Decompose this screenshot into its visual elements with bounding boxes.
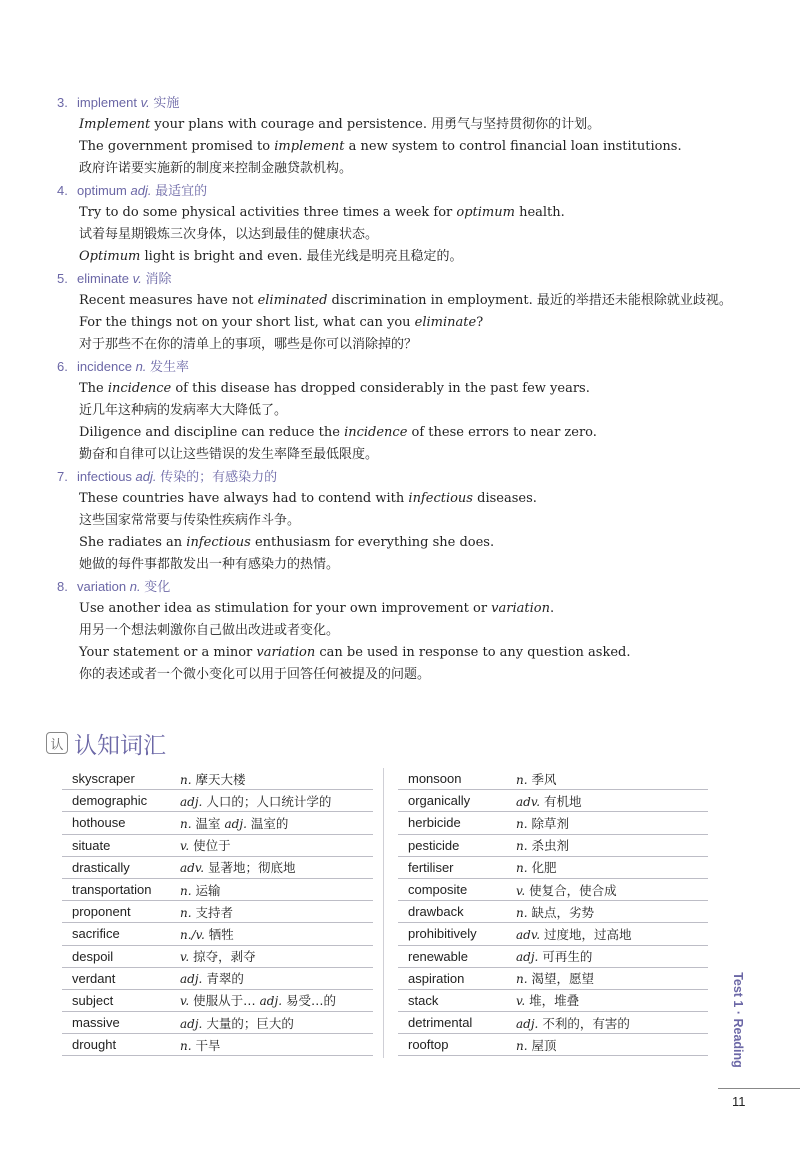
entry-head — [57, 92, 737, 114]
vocab-definition — [516, 969, 594, 987]
entry — [57, 466, 737, 576]
vocab-row — [62, 968, 373, 990]
sentence-text: . — [549, 601, 555, 616]
keyword: eliminate — [414, 315, 477, 330]
vocab-definition — [180, 947, 256, 965]
vocab-pos: adv. — [516, 794, 541, 809]
vocab-definition — [180, 1036, 221, 1054]
entry-number: 7. — [57, 469, 68, 484]
vocab-meaning: 季风 — [531, 771, 557, 787]
vocab-meaning: 温室 — [195, 815, 225, 831]
vocab-word: hothouse — [72, 815, 126, 831]
vocab-meaning: 使复合，使合成 — [529, 882, 617, 898]
vocab-row — [62, 946, 373, 968]
example-sentence — [79, 158, 737, 180]
vocab-word: transportation — [72, 882, 152, 898]
entry-pos: v. — [132, 271, 142, 286]
vocab-row — [62, 1034, 373, 1056]
vocab-pos: adv. — [180, 861, 205, 876]
page-number: 11 — [732, 1094, 746, 1109]
vocab-pos: n. — [180, 883, 192, 898]
vocab-row — [398, 812, 708, 834]
example-sentence — [79, 664, 737, 686]
footer-rule — [718, 1088, 800, 1089]
vocab-word: demographic — [72, 793, 148, 809]
vocab-definition — [516, 925, 632, 943]
sentence-text: For the things not on your short list, what can you — [79, 315, 415, 330]
entry-gloss: 发生率 — [150, 359, 190, 374]
vocab-pos: n. — [516, 972, 528, 987]
vocab-row — [398, 946, 708, 968]
example-sentence — [79, 532, 737, 554]
vocab-definition — [516, 991, 579, 1009]
vocab-word: drought — [72, 1037, 117, 1053]
vocab-meaning: 人口的；人口统计学的 — [206, 793, 332, 809]
vocab-definition — [180, 903, 233, 921]
vocab-table-right — [398, 768, 708, 1056]
sentence-text: Diligence and discipline can reduce the — [79, 425, 345, 440]
vocab-meaning: 掠夺，剥夺 — [193, 949, 256, 965]
example-sentence — [79, 444, 737, 466]
sentence-text: 用另一个想法刺激你自己做出改进或者变化。 — [79, 623, 340, 638]
vocab-meaning: 杀虫剂 — [531, 838, 570, 854]
vocab-word: organically — [408, 793, 471, 809]
sentence-text: 勤奋和自律可以让这些错误的发生率降至最低限度。 — [79, 447, 379, 462]
entry-gloss: 实施 — [153, 95, 180, 110]
vocab-pos: n. — [180, 1038, 192, 1053]
vocab-meaning: 易受…的 — [286, 993, 337, 1009]
vocab-row — [62, 812, 373, 834]
keyword: Optimum — [79, 249, 141, 264]
vocab-word: skyscraper — [72, 771, 135, 787]
vocab-definition — [516, 858, 557, 876]
entry-number: 8. — [57, 579, 68, 594]
vocab-row — [398, 857, 708, 879]
entry-gloss: 变化 — [144, 579, 171, 594]
vocab-meaning: 支持者 — [195, 904, 234, 920]
vocab-pos: n. — [180, 772, 192, 787]
keyword: incidence — [107, 381, 172, 396]
example-sentence — [79, 378, 737, 400]
vocab-row — [398, 790, 708, 812]
sentence-text: light is bright and even. 最佳光线是明亮且稳定的。 — [140, 249, 463, 264]
sentence-text: These countries have always had to contend with — [79, 491, 409, 506]
example-sentence — [79, 114, 737, 136]
sentence-text: 政府许诺要实施新的制度来控制金融贷款机构。 — [79, 161, 353, 176]
entry-pos: adj. — [135, 469, 157, 484]
sentence-text: Your statement or a minor — [79, 645, 257, 660]
entry-number: 6. — [57, 359, 68, 374]
vocab-row — [398, 901, 708, 923]
section-header — [46, 726, 166, 760]
example-sentence — [79, 598, 737, 620]
vocab-word: rooftop — [408, 1037, 449, 1053]
vocab-word: pesticide — [408, 837, 460, 853]
vocab-meaning: 不利的，有害的 — [542, 1015, 630, 1031]
sentence-text: 近几年这种病的发病率大大降低了。 — [79, 403, 288, 418]
sentence-text: Try to do some physical activities three times a week for — [79, 205, 457, 220]
keyword: optimum — [456, 205, 515, 220]
entry-pos: n. — [129, 579, 141, 594]
vocab-word: stack — [408, 992, 439, 1008]
vocab-row — [62, 923, 373, 945]
entry-head — [57, 466, 737, 488]
example-sentence — [79, 642, 737, 664]
sentence-text: a new system to control financial loan institutions. — [344, 139, 682, 154]
entry — [57, 180, 737, 268]
sentence-text: 她做的每件事都散发出一种有感染力的热情。 — [79, 557, 340, 572]
vocab-meaning: 牺牲 — [208, 926, 234, 942]
sentence-text: Use another idea as stimulation for your own improvement or — [79, 601, 492, 616]
entry-head — [57, 356, 737, 378]
entry-pos: adj. — [130, 183, 152, 198]
entry-head — [57, 180, 737, 202]
vocab-pos: v. — [180, 839, 190, 854]
vocab-meaning: 过度地，过高地 — [544, 926, 632, 942]
vocab-word: situate — [72, 837, 111, 853]
vocab-definition — [180, 858, 296, 876]
vocab-meaning: 堆，堆叠 — [529, 993, 580, 1009]
vocab-meaning: 化肥 — [531, 860, 557, 876]
vocab-definition — [180, 1014, 294, 1032]
vocab-pos: v. — [516, 994, 526, 1009]
section-title: 认知词汇 — [74, 732, 166, 759]
vocab-definition — [180, 991, 336, 1009]
vocab-word: composite — [408, 882, 468, 898]
vocab-word: herbicide — [408, 815, 461, 831]
vocab-pos: n. — [180, 816, 192, 831]
keyword: variation — [491, 601, 550, 616]
sentence-text: 试着每星期锻炼三次身体，以达到最佳的健康状态。 — [79, 227, 379, 242]
example-sentence — [79, 554, 737, 576]
vocab-pos: v. — [516, 883, 526, 898]
entry — [57, 576, 737, 686]
entry-word: eliminate — [77, 271, 130, 286]
vocab-word: drastically — [72, 859, 130, 875]
vocab-pos: n./v. — [180, 927, 205, 942]
vocab-definition — [180, 881, 221, 899]
side-tab — [724, 955, 752, 1085]
vocab-word: subject — [72, 992, 114, 1008]
vocab-pos: n. — [516, 1038, 528, 1053]
vocab-meaning: 渴望，愿望 — [531, 971, 595, 987]
vocab-definition — [180, 925, 234, 943]
keyword: infectious — [186, 535, 251, 550]
vocab-definition — [516, 947, 592, 965]
sentence-text: enthusiasm for everything she does. — [250, 535, 495, 550]
entry-head — [57, 268, 737, 290]
sentence-text: The government promised to — [79, 139, 275, 154]
keyword: eliminated — [257, 293, 328, 308]
sentence-text: can be used in response to any question asked. — [315, 645, 631, 660]
vocab-meaning: 缺点，劣势 — [531, 904, 595, 920]
vocab-definition — [180, 836, 231, 854]
sentence-text: 对于那些不在你的清单上的事项，哪些是你可以消除掉的？ — [79, 337, 418, 352]
vocab-meaning: 运输 — [195, 882, 221, 898]
vocab-pos: adj. — [516, 1016, 539, 1031]
entry-word: infectious — [77, 469, 132, 484]
vocab-row — [62, 990, 373, 1012]
vocab-definition — [516, 1014, 630, 1032]
vocab-pos: adj. — [180, 972, 203, 987]
vocab-definition — [516, 881, 617, 899]
vocab-word: massive — [72, 1015, 120, 1031]
vocab-word: aspiration — [408, 970, 465, 986]
keyword: infectious — [408, 491, 473, 506]
vocab-meaning: 有机地 — [544, 793, 582, 809]
sentence-text: your plans with courage and persistence. 用勇气与坚持贯彻你的计划。 — [150, 117, 601, 132]
example-sentence — [79, 510, 737, 532]
vocab-meaning: 使位于 — [193, 838, 231, 854]
keyword: variation — [256, 645, 316, 660]
vocab-pos: n. — [516, 772, 528, 787]
entry-gloss: 传染的；有感染力的 — [160, 469, 278, 484]
vocab-word: detrimental — [408, 1015, 473, 1031]
entry-number: 5. — [57, 271, 68, 286]
keyword: incidence — [344, 425, 408, 440]
sentence-text: She radiates an — [79, 535, 187, 550]
sentence-text: diseases. — [472, 491, 537, 506]
vocab-meaning: 可再生的 — [542, 949, 593, 965]
vocab-word: verdant — [72, 970, 116, 986]
vocab-word: monsoon — [408, 771, 462, 787]
sentence-text: discrimination in employment. 最近的举措还未能根除就业歧视。 — [327, 293, 732, 308]
vocab-definition — [516, 814, 569, 832]
column-divider — [383, 768, 384, 1058]
vocab-row — [398, 923, 708, 945]
vocab-row — [398, 879, 708, 901]
example-sentence — [79, 136, 737, 158]
vocab-pos: adj. — [180, 794, 203, 809]
vocab-meaning: 温室的 — [250, 815, 289, 831]
keyword: implement — [274, 139, 345, 154]
vocab-row — [62, 857, 373, 879]
vocab-row — [398, 835, 708, 857]
sentence-text: of this disease has dropped considerably in the past few years. — [171, 381, 590, 396]
vocab-row — [62, 835, 373, 857]
vocab-definition — [180, 770, 246, 788]
example-sentence — [79, 246, 737, 268]
entry-word: implement — [77, 95, 137, 110]
entry — [57, 92, 737, 180]
sentence-text: 你的表述或者一个微小变化可以用于回答任何被提及的问题。 — [79, 667, 431, 682]
vocab-meaning: 青翠的 — [206, 971, 244, 987]
vocab-pos: n. — [516, 861, 528, 876]
vocab-row — [398, 990, 708, 1012]
vocab-pos: adj. — [224, 816, 247, 831]
vocab-pos: adv. — [516, 927, 541, 942]
vocab-meaning: 大量的；巨大的 — [206, 1015, 294, 1031]
entry-gloss: 最适宜的 — [155, 183, 208, 198]
vocab-word: despoil — [72, 948, 114, 964]
vocab-word: prohibitively — [408, 926, 477, 942]
vocab-meaning: 干旱 — [195, 1037, 221, 1053]
sentence-text: The — [79, 381, 108, 396]
vocab-pos: n. — [516, 816, 528, 831]
example-sentence — [79, 400, 737, 422]
example-sentence — [79, 202, 737, 224]
entry-head — [57, 576, 737, 598]
entry-number: 3. — [57, 95, 68, 110]
entry — [57, 356, 737, 466]
entry — [57, 268, 737, 356]
vocab-table-left — [62, 768, 373, 1056]
entry-pos: v. — [140, 95, 150, 110]
keyword: Implement — [79, 117, 151, 132]
vocab-row — [62, 768, 373, 790]
vocab-definition — [180, 814, 288, 832]
vocab-row — [62, 790, 373, 812]
vocab-definition — [180, 969, 244, 987]
entry-gloss: 消除 — [145, 271, 172, 286]
vocab-pos: adj. — [259, 994, 283, 1009]
vocab-pos: adj. — [516, 950, 539, 965]
vocab-definition — [516, 792, 582, 810]
side-tab-label: Test 1 · Reading — [731, 972, 745, 1068]
vocab-row — [398, 1034, 708, 1056]
vocab-word: sacrifice — [72, 926, 120, 942]
example-sentence — [79, 224, 737, 246]
vocab-definition — [180, 792, 331, 810]
vocab-pos: adj. — [180, 1016, 203, 1031]
example-sentence — [79, 334, 737, 356]
vocabulary-entries — [57, 92, 737, 686]
sentence-text: Recent measures have not — [79, 293, 258, 308]
vocab-pos: v. — [180, 950, 190, 965]
vocab-meaning: 使服从于… — [193, 993, 260, 1009]
book-stamp-icon: 认 — [46, 732, 68, 754]
sentence-text: of these errors to near zero. — [407, 425, 597, 440]
vocab-pos: n. — [180, 905, 192, 920]
vocab-meaning: 摩天大楼 — [195, 771, 246, 787]
vocab-row — [398, 1012, 708, 1034]
example-sentence — [79, 488, 737, 510]
vocab-word: drawback — [408, 904, 464, 920]
vocab-row — [398, 768, 708, 790]
vocab-word: renewable — [408, 948, 468, 964]
vocab-definition — [516, 836, 569, 854]
entry-word: optimum — [77, 183, 127, 198]
sentence-text: ? — [476, 315, 484, 330]
vocab-definition — [516, 1036, 557, 1054]
vocab-row — [398, 968, 708, 990]
entry-number: 4. — [57, 183, 68, 198]
vocab-pos: v. — [180, 994, 190, 1009]
vocab-definition — [516, 903, 594, 921]
vocab-pos: n. — [516, 839, 528, 854]
vocab-row — [62, 901, 373, 923]
entry-word: variation — [77, 579, 127, 594]
entry-pos: n. — [135, 359, 147, 374]
sentence-text: health. — [514, 205, 565, 220]
vocab-row — [62, 879, 373, 901]
vocab-meaning: 显著地；彻底地 — [208, 860, 296, 876]
vocab-meaning: 除草剂 — [531, 815, 570, 831]
vocab-meaning: 屋顶 — [531, 1037, 557, 1053]
vocab-definition — [516, 770, 557, 788]
entry-word: incidence — [77, 359, 132, 374]
vocab-pos: n. — [516, 905, 528, 920]
sentence-text: 这些国家常常要与传染性疾病作斗争。 — [79, 513, 301, 528]
vocab-row — [62, 1012, 373, 1034]
example-sentence — [79, 312, 737, 334]
vocab-word: proponent — [72, 904, 131, 920]
example-sentence — [79, 290, 737, 312]
example-sentence — [79, 620, 737, 642]
vocab-word: fertiliser — [408, 859, 454, 875]
example-sentence — [79, 422, 737, 444]
